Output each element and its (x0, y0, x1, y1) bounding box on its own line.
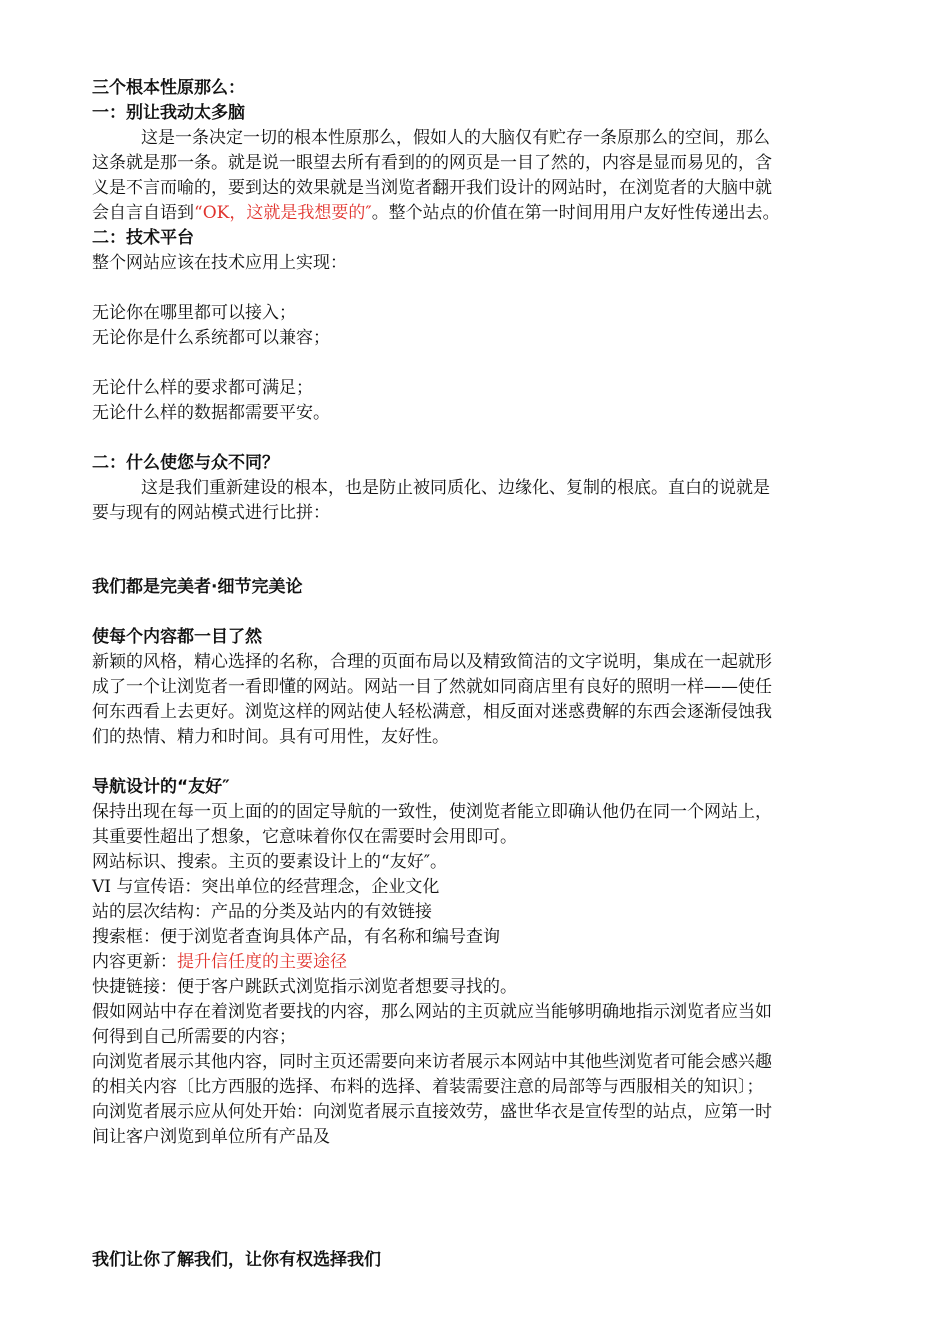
paragraph-line: VI 与宣传语：突出单位的经营理念，企业文化 (92, 877, 440, 897)
section-title: 三个根本性原那么： (92, 78, 245, 98)
paragraph-line: 无论什么样的数据都需要平安。 (92, 403, 330, 423)
paragraph-line: 无论你是什么系统都可以兼容； (92, 328, 330, 348)
paragraph-line: 无论你在哪里都可以接入； (92, 303, 296, 323)
paragraph-line: 无论什么样的要求都可满足； (92, 378, 313, 398)
highlight-text: “OK，这就是我想要的″ (194, 203, 372, 223)
heading-tech-platform: 二：技术平台 (92, 228, 194, 248)
paragraph-line (92, 950, 347, 975)
text-span: 会自言自语到 (92, 203, 194, 223)
paragraph-line: 这是我们重新建设的根本，也是防止被同质化、边缘化、复制的根底。直白的说就是 (141, 478, 770, 498)
paragraph-line: 向浏览者展示应从何处开始：向浏览者展示直接效劳，盛世华衣是宣传型的站点，应第一时 (92, 1102, 772, 1122)
paragraph-line: 保持出现在每一页上面的的固定导航的一致性，使浏览者能立即确认他仍在同一个网站上， (92, 802, 772, 822)
paragraph-line: 新颖的风格，精心选择的名称，合理的页面布局以及精致简洁的文字说明，集成在一起就形 (92, 652, 772, 672)
paragraph-line: 快捷链接：便于客户跳跃式浏览指示浏览者想要寻找的。 (92, 977, 517, 997)
highlight-text: 提升信任度的主要途径 (177, 952, 347, 972)
heading-perfection: 我们都是完美者·细节完美论 (92, 577, 303, 597)
paragraph-line: 的相关内容〔比方西服的选择、布料的选择、着装需要注意的局部等与西服相关的知识〕； (92, 1077, 764, 1097)
paragraph-line: 何得到自己所需要的内容； (92, 1027, 296, 1047)
paragraph-line: 搜索框：便于浏览者查询具体产品，有名称和编号查询 (92, 927, 500, 947)
heading-choose-us: 我们让你了解我们，让你有权选择我们 (92, 1250, 381, 1270)
paragraph-line: 向浏览者展示其他内容，同时主页还需要向来访者展示本网站中其他些浏览者可能会感兴趣 (92, 1052, 772, 1072)
paragraph-line: 这条就是那一条。就是说一眼望去所有看到的的网页是一目了然的，内容是显而易见的，含 (92, 153, 772, 173)
paragraph-line: 们的热情、精力和时间。具有可用性，友好性。 (92, 727, 449, 747)
heading-navigation: 导航设计的“友好″ (92, 777, 230, 797)
paragraph-line: 网站标识、搜索。主页的要素设计上的“友好″。 (92, 852, 448, 872)
paragraph-line: 间让客户浏览到单位所有产品及 (92, 1127, 330, 1147)
paragraph-line: 整个网站应该在技术应用上实现： (92, 253, 347, 273)
heading-no-thinking: 一：别让我动太多脑 (92, 103, 245, 123)
paragraph-line: 这是一条决定一切的根本性原那么，假如人的大脑仅有贮存一条原那么的空间，那么 (141, 128, 770, 148)
paragraph-line: 站的层次结构：产品的分类及站内的有效链接 (92, 902, 432, 922)
paragraph-line: 要与现有的网站模式进行比拼： (92, 503, 330, 523)
heading-differentiation: 二：什么使您与众不同？ (92, 453, 279, 473)
heading-clarity: 使每个内容都一目了然 (92, 627, 262, 647)
paragraph-line: 义是不言而喻的，要到达的效果就是当浏览者翻开我们设计的网站时，在浏览者的大脑中就 (92, 178, 772, 198)
paragraph-line: 成了一个让浏览者一看即懂的网站。网站一目了然就如同商店里有良好的照明一样——使任 (92, 677, 772, 697)
paragraph-line: 假如网站中存在着浏览者要找的内容，那么网站的主页就应当能够明确地指示浏览者应当如 (92, 1002, 772, 1022)
paragraph-line: 其重要性超出了想象，它意味着你仅在需要时会用即可。 (92, 827, 517, 847)
paragraph-line (92, 201, 780, 226)
paragraph-line: 何东西看上去更好。浏览这样的网站使人轻松满意，相反面对迷惑费解的东西会逐渐侵蚀我 (92, 702, 772, 722)
text-span: 内容更新： (92, 952, 177, 972)
text-span: 。整个站点的价值在第一时间用用户友好性传递出去。 (371, 203, 780, 223)
